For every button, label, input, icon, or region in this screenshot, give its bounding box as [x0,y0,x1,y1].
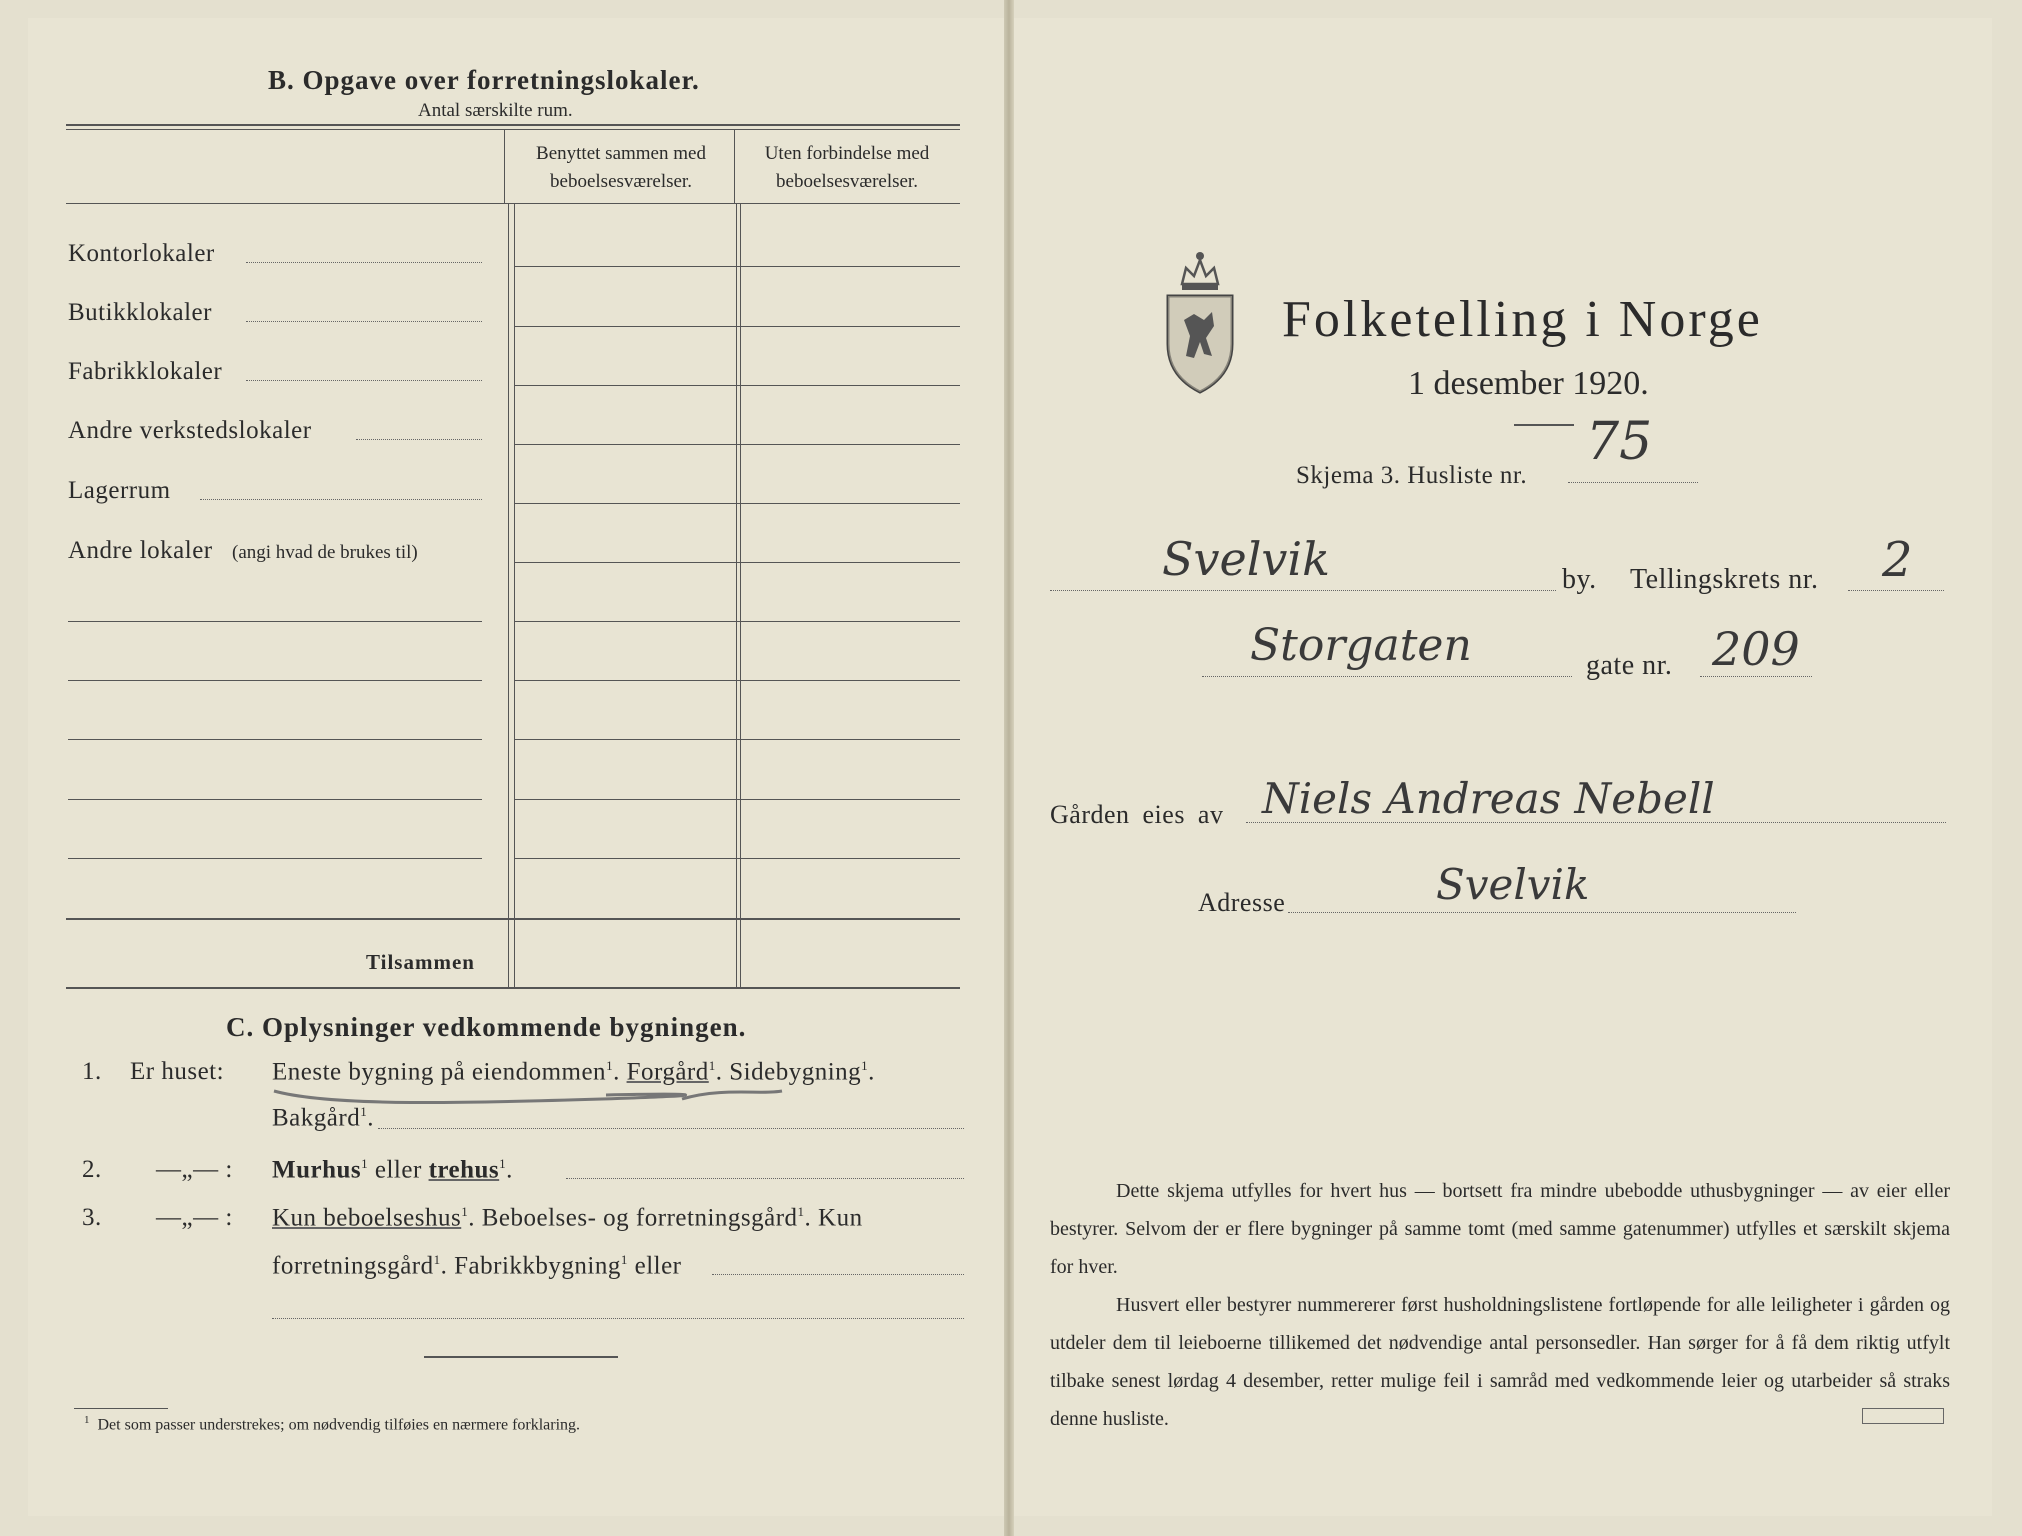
answer-line [378,1128,964,1129]
section-end-rule [424,1356,618,1358]
footnote-mark: 1 [861,1058,869,1073]
street-label: gate nr. [1586,650,1673,681]
col2-divider-head [734,130,735,203]
item3-number: 3. [82,1204,102,1231]
owner-field[interactable]: Niels Andreas Nebell [1262,774,1715,823]
opt-beboelses-forretningsgard: Beboelses- og forretningsgård [481,1204,798,1232]
item3-label: —„— : [156,1204,233,1231]
krets-line [1848,590,1944,591]
address-line [1288,912,1796,913]
norwegian-coat-of-arms-icon [1160,246,1240,396]
krets-field[interactable]: 2 [1882,532,1913,588]
row-dots [246,321,482,322]
item2-number: 2. [82,1156,102,1183]
footnote-mark: 1 [797,1204,805,1219]
opt-forgard: Forgård [626,1058,709,1086]
footnote-mark: 1 [708,1058,716,1073]
cell-line [514,444,960,445]
col1-left-line-b [514,203,515,988]
city-label: by. [1562,564,1597,595]
opt-eneste: Eneste bygning på eiendommen [272,1058,607,1086]
row-dots [356,439,482,440]
item2-options: Murhus$^1$ eller trehus$^1$. [272,1156,513,1184]
blank-line [68,621,482,622]
row-andre-lokaler: Andre lokaler [68,537,213,564]
cell-line [514,680,960,681]
owner-label: Gården eies av [1050,800,1224,829]
item1-number: 1. [82,1058,102,1085]
blank-line [68,739,482,740]
row-note: (angi hvad de brukes til) [232,542,418,563]
street-number-field[interactable]: 209 [1712,622,1800,676]
blank-line [68,858,482,859]
blank-line [68,680,482,681]
cell-line [514,385,960,386]
footnote-number: 1 [84,1414,90,1426]
krets-label: Tellingskrets nr. [1630,564,1819,595]
header-bottom-rule [66,203,960,204]
owner-line [1246,822,1946,823]
row-kontorlokaler: Kontorlokaler [68,240,215,267]
city-field[interactable]: Svelvik [1162,532,1331,586]
footnote-mark: 1 [606,1058,614,1073]
husliste-line [1568,482,1698,483]
section-b-subtitle: Antal særskilte rum. [418,100,573,121]
item3-options: Kun beboelseshus$^1$. Beboelses- og forretningsgård$^1$. Kun [272,1204,863,1232]
cell-line [514,266,960,267]
blank-line [68,799,482,800]
opt-kun: Kun [818,1204,863,1232]
instructions-para1: Dette skjema utfylles for hvert hus — bortsett fra mindre ubebodde uthusbygninger — av eier eller bestyrer. Selvom der er flere bygninger på samme tomt (med samme gatenummer) utfylles et særskilt skjema for hver. [1050,1180,1950,1278]
row-andre-verksted: Andre verkstedslokaler [68,417,312,444]
page-fold [1004,0,1014,1536]
cell-line [514,799,960,800]
census-date: 1 desember 1920. [1408,365,1649,402]
opt-bakgard: Bakgård [272,1104,361,1132]
item3-options-line2: forretningsgård$^1$. Fabrikkbygning$^1$ eller [272,1252,682,1280]
row-lagerrum: Lagerrum [68,477,171,504]
footnote [84,1414,580,1434]
footnote-mark: 1 [499,1156,507,1171]
opt-fabrikkbygning: Fabrikkbygning [454,1252,621,1280]
address-field[interactable]: Svelvik [1436,860,1590,909]
cell-line [514,858,960,859]
cell-line [514,562,960,563]
footnote-mark: 1 [620,1252,628,1267]
opt-trehus: trehus [428,1156,500,1184]
footnote-rule [74,1408,168,1409]
total-rule [66,918,960,920]
col1-header: Benyttet sammen med beboelsesværelser. [536,143,706,192]
table-bottom-rule [66,987,960,989]
cell-line [514,739,960,740]
col2-left-line-b [740,203,741,988]
opt-kun-beboelseshus: Kun beboelseshus [272,1204,462,1232]
instructions-para2: Husvert eller bestyrer nummererer først husholdningslistene fortløpende for alle leiligheter i gården og utdeler dem til leieboerne tillikemed det nødvendige antal personsedler. Han sørger for å få dem riktig utfylt tilbake senest lørdag 4 desember, retter mulige feil i samråd med vedkommende leier og utarbeider så straks denne husliste. [1050,1294,1950,1430]
answer-line [272,1318,964,1319]
opt-murhus: Murhus [272,1156,362,1184]
cell-line [514,621,960,622]
item1-opt-bakgard: Bakgård$^1$. [272,1104,374,1132]
row-fabrikklokaler: Fabrikklokaler [68,358,223,385]
word-eller: eller [634,1252,682,1280]
word-eller: eller [374,1156,422,1184]
col1-divider [504,130,505,203]
opt-sidebygning: Sidebygning [729,1058,862,1086]
address-label: Adresse [1198,888,1286,917]
cell-line [514,326,960,327]
street-number-line [1700,676,1812,677]
item1-label: Er huset: [130,1058,225,1085]
table-top-rule-thin [66,129,960,130]
row-dots [200,499,482,500]
section-c-title: C. Oplysninger vedkommende bygningen. [226,1012,747,1042]
city-line [1050,590,1556,591]
footnote-mark: 1 [461,1204,469,1219]
schema-short-rule [1514,424,1574,426]
street-field[interactable]: Storgaten [1250,620,1472,671]
answer-line [566,1178,964,1179]
col2-header: Uten forbindelse med beboelsesværelser. [764,143,930,192]
section-b-title: B. Opgave over forretningslokaler. [268,65,700,95]
total-label: Tilsammen [366,950,475,974]
opt-forretningsgard: forretningsgård [272,1252,434,1280]
footnote-text: Det som passer understrekes; om nødvendig tilføies en nærmere forklaring. [97,1416,581,1434]
street-line [1202,676,1572,677]
table-top-rule [66,124,960,126]
item1-options: Eneste bygning på eiendommen$^1$. Forgård$^1$. Sidebygning$^1$. [272,1058,875,1086]
footnote-mark: 1 [360,1104,368,1119]
footnote-mark: 1 [433,1252,441,1267]
footnote-mark: 1 [361,1156,369,1171]
answer-line [712,1274,964,1275]
col2-left-line [736,203,737,988]
page-title: Folketelling i Norge [1282,291,1763,348]
row-butikklokaler: Butikklokaler [68,299,212,326]
schema-label: Skjema 3. Husliste nr. [1296,462,1528,489]
cell-line [514,503,960,504]
row-dots [246,380,482,381]
printer-stamp [1862,1408,1944,1424]
col1-left-line [508,203,509,988]
husliste-number[interactable]: 75 [1586,412,1653,472]
row-dots [246,262,482,263]
item2-label: —„— : [156,1156,233,1183]
